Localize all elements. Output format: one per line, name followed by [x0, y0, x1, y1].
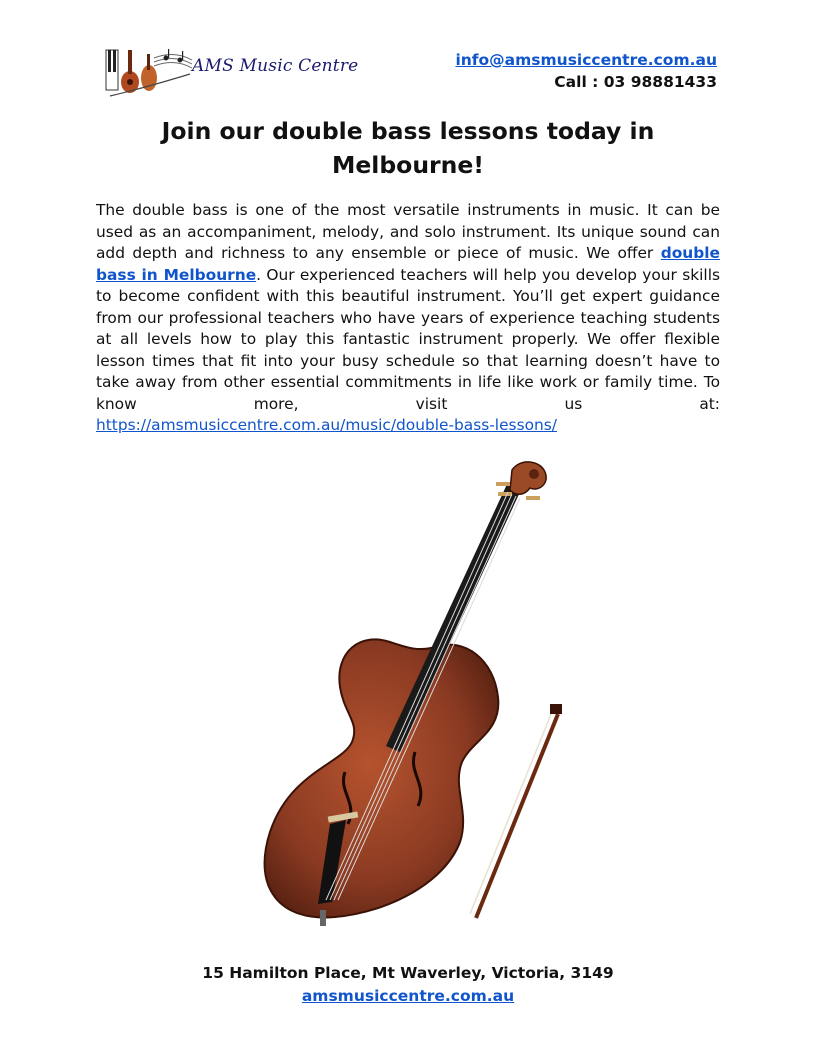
website-link[interactable]: amsmusiccentre.com.au: [301, 987, 515, 1005]
footer: [0, 962, 816, 1008]
page-title: Join our double bass lessons today in Melbourne!: [161, 117, 655, 179]
body-text-main: . Our experienced teachers will help you develop your skills to become confident with this beautiful instrument. You’ll get expert guidance from our professional teachers who have years of experience teaching students at all levels how to play this fantastic instrument properly. We offer flexible lesson times that fit into your busy schedule so that learning doesn’t have to take away from other essential commitments in life like work or family time. To know more, visit us at:: [96, 265, 720, 413]
music-instruments-icon: [104, 44, 194, 98]
body-paragraph: [96, 200, 720, 437]
logo-text: AMS Music Centre: [192, 56, 359, 76]
contact-info: [455, 49, 717, 93]
address: 15 Hamilton Place, Mt Waverley, Victoria, 3149: [202, 964, 614, 982]
body-text-intro: The double bass is one of the most versatile instruments in music. It can be used as an accompaniment, melody, and solo instrument. Its unique sound can add depth and richness to any ensemble or piece of music. We offer: [96, 201, 720, 262]
logo: [104, 44, 359, 98]
phone-number: Call : 03 98881433: [554, 73, 717, 91]
lessons-url-link[interactable]: https://amsmusiccentre.com.au/music/double-bass-lessons/: [96, 416, 557, 434]
double-bass-image: [240, 452, 580, 930]
email-link[interactable]: info@amsmusiccentre.com.au: [455, 51, 717, 69]
double-bass-link[interactable]: double bass in Melbourne: [96, 244, 720, 284]
